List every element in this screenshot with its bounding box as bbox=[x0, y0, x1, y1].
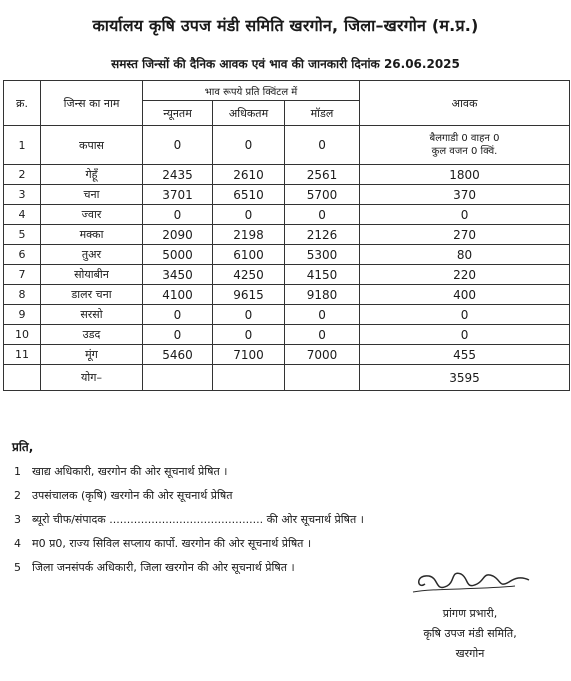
cell-max: 9615 bbox=[213, 285, 285, 305]
cell-arrival: 1800 bbox=[360, 165, 570, 185]
list-item bbox=[14, 532, 364, 555]
header-max: अधिकतम bbox=[213, 101, 285, 126]
total-label: योग– bbox=[41, 365, 143, 391]
cell-max: 0 bbox=[213, 305, 285, 325]
cell-modal: 9180 bbox=[285, 285, 360, 305]
price-arrival-table bbox=[3, 80, 570, 391]
cell-min: 2090 bbox=[143, 225, 213, 245]
cell-max: 0 bbox=[213, 126, 285, 165]
cell-max: 7100 bbox=[213, 345, 285, 365]
list-item bbox=[14, 508, 364, 531]
cell-empty bbox=[143, 365, 213, 391]
list-item-text: खाद्य अधिकारी, खरगोन की ओर सूचनार्थ प्रेषित । bbox=[32, 465, 228, 478]
cell-arrival: 400 bbox=[360, 285, 570, 305]
cell-sno: 2 bbox=[4, 165, 41, 185]
list-item-number: 1 bbox=[14, 465, 21, 478]
cell-sno: 4 bbox=[4, 205, 41, 225]
office-title: कार्यालय कृषि उपज मंडी समिति खरगोन, जिला–खरगोन (म.प्र.) bbox=[92, 16, 479, 35]
list-item-number: 3 bbox=[14, 513, 21, 526]
cell-commodity: उडद bbox=[41, 325, 143, 345]
list-item bbox=[14, 460, 364, 483]
cell-min: 0 bbox=[143, 205, 213, 225]
table-row bbox=[4, 265, 570, 285]
cell-modal: 5300 bbox=[285, 245, 360, 265]
cell-modal: 7000 bbox=[285, 345, 360, 365]
cell-commodity: गेहूँ bbox=[41, 165, 143, 185]
cell-sno: 9 bbox=[4, 305, 41, 325]
cell-empty bbox=[213, 365, 285, 391]
cell-arrival: 455 bbox=[360, 345, 570, 365]
cell-max: 4250 bbox=[213, 265, 285, 285]
list-item-number: 5 bbox=[14, 561, 21, 574]
cell-sno: 7 bbox=[4, 265, 41, 285]
cell-min: 0 bbox=[143, 126, 213, 165]
signatory-block bbox=[395, 604, 545, 664]
cell-modal: 5700 bbox=[285, 185, 360, 205]
cell-min: 3450 bbox=[143, 265, 213, 285]
cell-arrival bbox=[360, 126, 570, 165]
cell-commodity: तुअर bbox=[41, 245, 143, 265]
cell-modal: 0 bbox=[285, 325, 360, 345]
table-row bbox=[4, 325, 570, 345]
cell-max: 2198 bbox=[213, 225, 285, 245]
list-item-number: 4 bbox=[14, 537, 21, 550]
handwritten-signature bbox=[405, 562, 545, 600]
list-item-text: जिला जनसंपर्क अधिकारी, जिला खरगोन की ओर सूचनार्थ प्रेषित । bbox=[32, 561, 295, 574]
distribution-list bbox=[14, 460, 364, 580]
report-subtitle: समस्त जिन्सों की दैनिक आवक एवं भाव की जानकारी दिनांक 26.06.2025 bbox=[111, 57, 460, 71]
table-row bbox=[4, 205, 570, 225]
cell-sno: 10 bbox=[4, 325, 41, 345]
cell-modal: 2126 bbox=[285, 225, 360, 245]
cell-min: 2435 bbox=[143, 165, 213, 185]
cell-min: 3701 bbox=[143, 185, 213, 205]
cell-max: 0 bbox=[213, 325, 285, 345]
cell-sno: 1 bbox=[4, 126, 41, 165]
cell-sno: 11 bbox=[4, 345, 41, 365]
list-item bbox=[14, 556, 364, 579]
table-row bbox=[4, 245, 570, 265]
cell-max: 6100 bbox=[213, 245, 285, 265]
list-item-text: उपसंचालक (कृषि) खरगोन की ओर सूचनार्थ प्रेषित bbox=[32, 489, 233, 502]
header-price-group: भाव रूपये प्रति क्विंटल में bbox=[143, 81, 360, 101]
table-row bbox=[4, 185, 570, 205]
cell-commodity: डालर चना bbox=[41, 285, 143, 305]
arrival-weight: कुल वजन 0 क्विं. bbox=[431, 146, 498, 157]
cell-arrival: 0 bbox=[360, 205, 570, 225]
cell-sno: 3 bbox=[4, 185, 41, 205]
signatory-office: कृषि उपज मंडी समिति, bbox=[423, 627, 517, 640]
cell-commodity: मक्का bbox=[41, 225, 143, 245]
table-row bbox=[4, 165, 570, 185]
list-item-number: 2 bbox=[14, 489, 21, 502]
header-arrival: आवक bbox=[360, 81, 570, 126]
header-modal: मॉडल bbox=[285, 101, 360, 126]
cell-max: 2610 bbox=[213, 165, 285, 185]
cell-arrival: 0 bbox=[360, 305, 570, 325]
cell-sno: 6 bbox=[4, 245, 41, 265]
total-arrival: 3595 bbox=[360, 365, 570, 391]
cell-modal: 2561 bbox=[285, 165, 360, 185]
header-sno: क्र. bbox=[4, 81, 41, 126]
table-row bbox=[4, 225, 570, 245]
cell-modal: 0 bbox=[285, 205, 360, 225]
cell-modal: 0 bbox=[285, 305, 360, 325]
cell-min: 5000 bbox=[143, 245, 213, 265]
table-row bbox=[4, 126, 570, 165]
cell-commodity: मूंग bbox=[41, 345, 143, 365]
header-commodity: जिन्स का नाम bbox=[41, 81, 143, 126]
cell-arrival: 80 bbox=[360, 245, 570, 265]
cell-commodity: सोयाबीन bbox=[41, 265, 143, 285]
cell-arrival: 370 bbox=[360, 185, 570, 205]
cell-commodity: ज्वार bbox=[41, 205, 143, 225]
cell-min: 5460 bbox=[143, 345, 213, 365]
table-row bbox=[4, 285, 570, 305]
cell-min: 0 bbox=[143, 325, 213, 345]
cell-commodity: चना bbox=[41, 185, 143, 205]
cell-sno: 5 bbox=[4, 225, 41, 245]
list-item-text: म0 प्र0, राज्य सिविल सप्लाय कार्पो. खरगोन की ओर सूचनार्थ प्रेषित । bbox=[32, 537, 312, 550]
cell-arrival: 220 bbox=[360, 265, 570, 285]
list-item-text: ब्यूरो चीफ/संपादक ............................................ की ओर सूचनार्थ प्रेषित । bbox=[32, 513, 364, 526]
signatory-location: खरगोन bbox=[455, 647, 485, 660]
cell-empty bbox=[4, 365, 41, 391]
cell-min: 4100 bbox=[143, 285, 213, 305]
cell-min: 0 bbox=[143, 305, 213, 325]
signatory-designation: प्रांगण प्रभारी, bbox=[442, 607, 498, 620]
cell-sno: 8 bbox=[4, 285, 41, 305]
header-min: न्यूनतम bbox=[143, 101, 213, 126]
cell-commodity: सरसो bbox=[41, 305, 143, 325]
cell-arrival: 0 bbox=[360, 325, 570, 345]
cell-commodity: कपास bbox=[41, 126, 143, 165]
cell-arrival: 270 bbox=[360, 225, 570, 245]
distribution-heading: प्रति, bbox=[12, 440, 34, 454]
cell-modal: 4150 bbox=[285, 265, 360, 285]
table-row bbox=[4, 345, 570, 365]
cell-modal: 0 bbox=[285, 126, 360, 165]
arrival-vehicles: बैलगाडी 0 वाहन 0 bbox=[429, 133, 500, 144]
table-row bbox=[4, 305, 570, 325]
cell-empty bbox=[285, 365, 360, 391]
cell-max: 6510 bbox=[213, 185, 285, 205]
list-item bbox=[14, 484, 364, 507]
cell-max: 0 bbox=[213, 205, 285, 225]
total-row bbox=[4, 365, 570, 391]
